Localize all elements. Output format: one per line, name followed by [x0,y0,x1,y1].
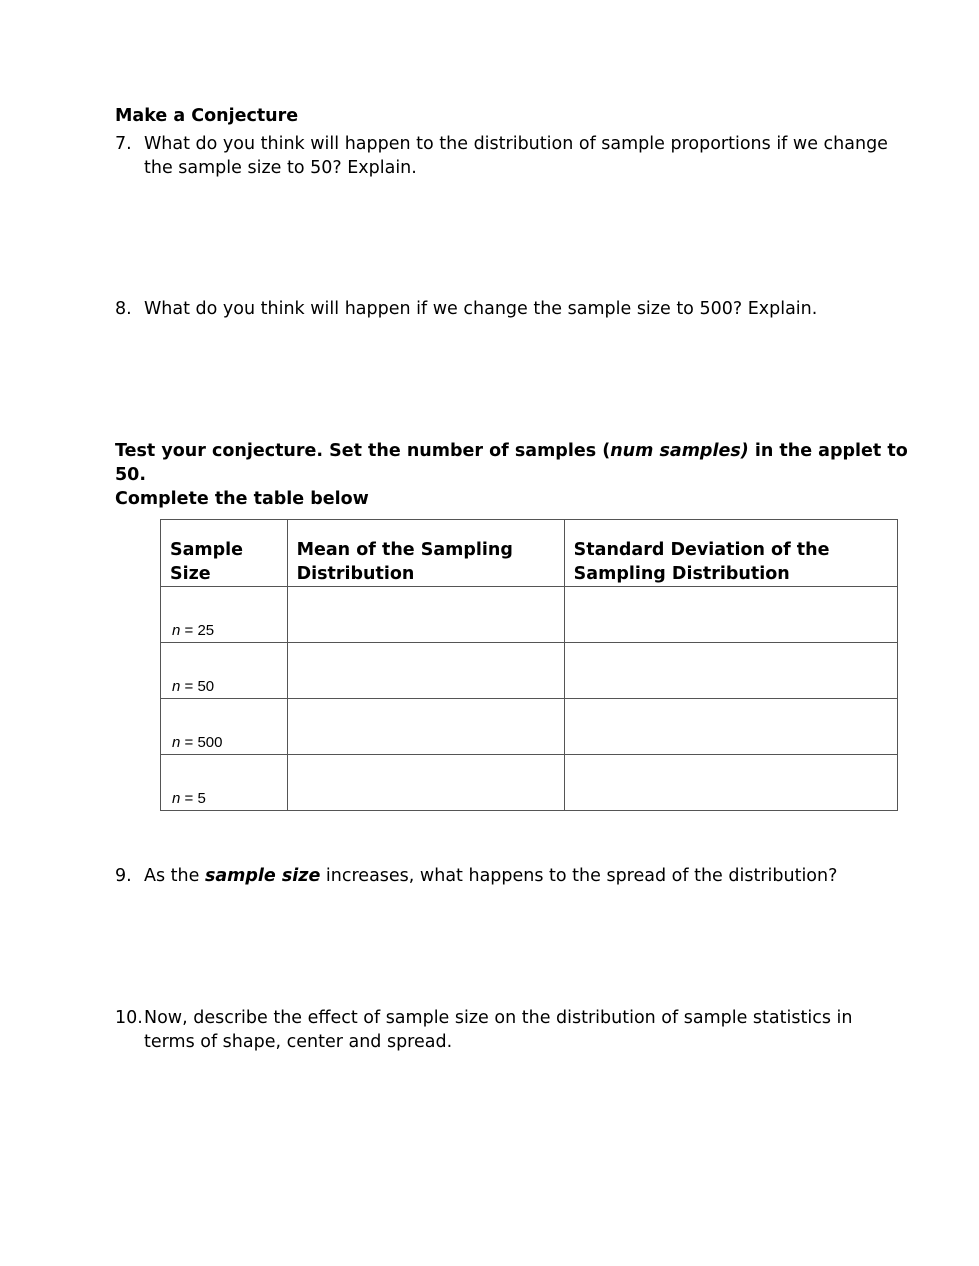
n-label [161,734,287,754]
header-text: Sample Size [170,540,244,584]
question-8 [115,298,895,322]
sample-size-cell [161,587,288,643]
instructions-italic: num samples) [610,441,749,461]
question-number: 9. [115,866,132,886]
question-text: What do you think will happen to the distribution of sample proportions if we change the sample size to 50? Explain. [144,134,888,178]
question-10 [115,1007,895,1054]
question-emphasis: sample size [204,866,321,886]
header-sample-size [161,520,288,587]
n-label [161,678,287,698]
question-9 [115,865,895,889]
mean-cell[interactable] [287,643,564,699]
question-number: 7. [115,134,132,154]
table-row [161,643,898,699]
n-label [161,790,287,810]
n-value: = 500 [180,734,223,751]
sample-size-cell [161,755,288,811]
sd-cell[interactable] [564,587,897,643]
n-var: n [172,622,181,639]
table-row [161,699,898,755]
n-value: = 5 [180,790,206,807]
mean-cell[interactable] [287,587,564,643]
mean-cell[interactable] [287,699,564,755]
n-var: n [172,734,181,751]
header-sd [564,520,897,587]
instructions [115,439,915,511]
instructions-part1: Test your conjecture. Set the number of samples ( [115,441,611,461]
sd-cell[interactable] [564,699,897,755]
mean-cell[interactable] [287,755,564,811]
question-7 [115,133,895,180]
sd-cell[interactable] [564,643,897,699]
question-text [144,865,895,889]
n-var: n [172,678,181,695]
sample-size-cell [161,643,288,699]
question-text: What do you think will happen if we change the sample size to 500? Explain. [144,299,818,319]
sd-cell[interactable] [564,755,897,811]
n-var: n [172,790,181,807]
sample-size-cell [161,699,288,755]
question-text-part: As the [144,866,205,886]
question-number: 10. [115,1008,143,1028]
header-text: Standard Deviation of the Sampling Distribution [573,540,830,584]
table-header-row [161,520,898,587]
question-text-part: increases, what happens to the spread of the distribution? [320,866,838,886]
n-label [161,622,287,642]
header-mean [287,520,564,587]
results-table [160,519,898,811]
table-row [161,755,898,811]
question-text: Now, describe the effect of sample size on the distribution of sample statistics in terms of shape, center and spread. [144,1008,853,1052]
instructions-line2: Complete the table below [115,489,369,509]
header-text: Mean of the Sampling Distribution [296,540,513,584]
table-row [161,587,898,643]
n-value: = 25 [180,622,215,639]
instructions-part2: in the applet to 50. [115,441,908,485]
n-value: = 50 [180,678,215,695]
question-number: 8. [115,299,132,319]
section-heading: Make a Conjecture [115,106,299,126]
